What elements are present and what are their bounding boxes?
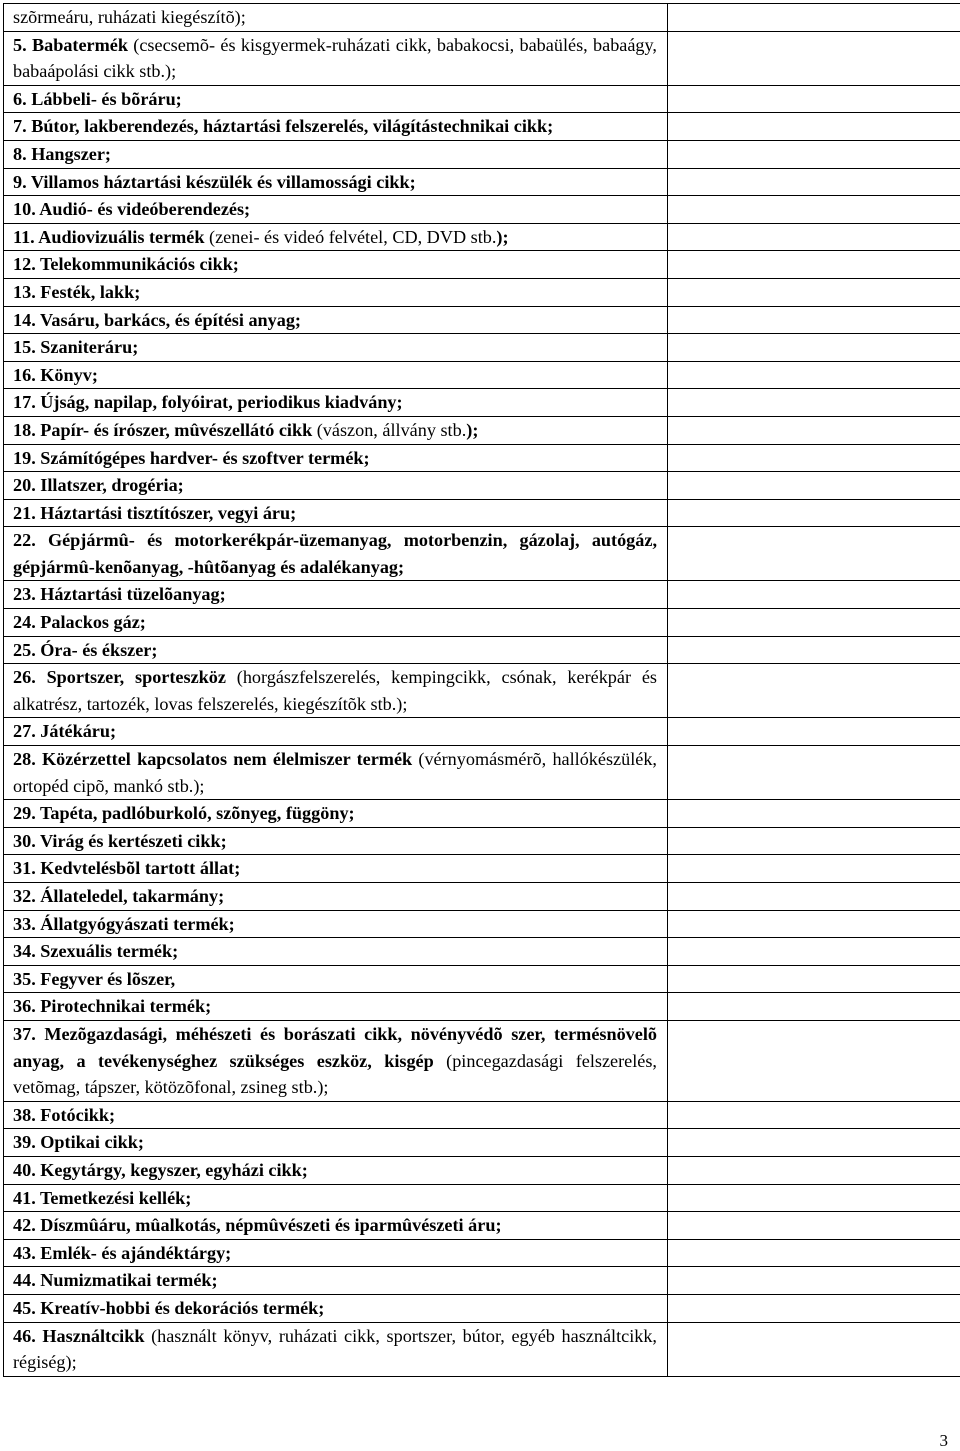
- category-cell: [4, 718, 668, 746]
- empty-cell: [668, 883, 960, 911]
- category-name: 27. Játékáru;: [13, 721, 117, 742]
- empty-cell: [668, 527, 960, 581]
- page-number: 3: [939, 1431, 948, 1450]
- category-cell: [4, 993, 668, 1021]
- category-name: 10. Audió- és videóberendezés;: [13, 199, 251, 220]
- category-cell: [4, 1267, 668, 1295]
- table-row: [4, 938, 960, 966]
- category-cell: [4, 85, 668, 113]
- table-row: [4, 1020, 960, 1101]
- category-cell: [4, 883, 668, 911]
- category-cell: [4, 746, 668, 800]
- empty-cell: [668, 444, 960, 472]
- category-cell: [4, 278, 668, 306]
- empty-cell: [668, 746, 960, 800]
- table-row: [4, 1129, 960, 1157]
- empty-cell: [668, 1156, 960, 1184]
- empty-cell: [668, 1129, 960, 1157]
- table-row: [4, 1101, 960, 1129]
- empty-cell: [668, 85, 960, 113]
- empty-cell: [668, 31, 960, 85]
- table-row: [4, 1156, 960, 1184]
- empty-cell: [668, 223, 960, 251]
- category-name: 30. Virág és kertészeti cikk;: [13, 830, 227, 851]
- category-name: 15. Szaniteráru;: [13, 337, 139, 358]
- category-name: 6. Lábbeli- és bõráru;: [13, 88, 182, 109]
- empty-cell: [668, 993, 960, 1021]
- empty-cell: [668, 1101, 960, 1129]
- category-name: 29. Tapéta, padlóburkoló, szõnyeg, függöny;: [13, 803, 355, 824]
- category-name: 28. Közérzettel kapcsolatos nem élelmiszer termék: [13, 749, 413, 770]
- category-details: (vérnyomásmérõ, hallókészülék, ortopéd cipõ, mankó stb.);: [13, 749, 657, 796]
- category-name: 45. Kreatív-hobbi és dekorációs termék;: [13, 1297, 325, 1318]
- table-row: [4, 746, 960, 800]
- empty-cell: [668, 827, 960, 855]
- category-name: 41. Temetkezési kellék;: [13, 1187, 192, 1208]
- category-cell: [4, 334, 668, 362]
- category-cell: [4, 389, 668, 417]
- table-row: [4, 168, 960, 196]
- table-row: [4, 113, 960, 141]
- category-details: (horgászfelszerelés, kempingcikk, csónak, kerékpár és alkatrész, tartozék, lovas felszerelés, kiegészítõk stb.);: [13, 667, 657, 714]
- table-row: [4, 31, 960, 85]
- product-category-table: [3, 3, 960, 1377]
- category-cell: [4, 223, 668, 251]
- category-name: 12. Telekommunikációs cikk;: [13, 254, 239, 275]
- empty-cell: [668, 609, 960, 637]
- table-row: [4, 609, 960, 637]
- empty-cell: [668, 1212, 960, 1240]
- category-tail: );: [466, 419, 479, 440]
- category-cell: [4, 1101, 668, 1129]
- category-name: 44. Numizmatikai termék;: [13, 1270, 218, 1291]
- category-name: 25. Óra- és ékszer;: [13, 639, 158, 660]
- category-name: 38. Fotócikk;: [13, 1104, 116, 1125]
- category-cell: [4, 1239, 668, 1267]
- table-row: [4, 800, 960, 828]
- empty-cell: [668, 389, 960, 417]
- empty-cell: [668, 278, 960, 306]
- category-cell: [4, 251, 668, 279]
- category-cell: [4, 965, 668, 993]
- empty-cell: [668, 472, 960, 500]
- table-row: [4, 910, 960, 938]
- empty-cell: [668, 196, 960, 224]
- category-cell: [4, 581, 668, 609]
- category-cell: [4, 306, 668, 334]
- empty-cell: [668, 140, 960, 168]
- category-cell: [4, 416, 668, 444]
- table-row: [4, 361, 960, 389]
- table-row: [4, 85, 960, 113]
- table-row: [4, 1322, 960, 1376]
- table-row: [4, 636, 960, 664]
- table-row: [4, 389, 960, 417]
- table-row: [4, 251, 960, 279]
- category-name: 8. Hangszer;: [13, 143, 111, 164]
- category-cell: [4, 827, 668, 855]
- empty-cell: [668, 938, 960, 966]
- category-details: szõrmeáru, ruházati kiegészítõ);: [13, 7, 246, 27]
- category-details: (vászon, állvány stb.: [312, 419, 467, 440]
- category-name: 40. Kegytárgy, kegyszer, egyházi cikk;: [13, 1159, 308, 1180]
- empty-cell: [668, 168, 960, 196]
- table-row: [4, 827, 960, 855]
- category-cell: [4, 472, 668, 500]
- table-row: [4, 965, 960, 993]
- category-name: 19. Számítógépes hardver- és szoftver termék;: [13, 447, 370, 468]
- table-row: [4, 664, 960, 718]
- category-name: 37. Mezõgazdasági, méhészeti és borászati cikk, növényvédõ szer, termésnövelõ anyag, a tevékenységhez szükséges eszköz, kisgép: [13, 1023, 657, 1071]
- empty-cell: [668, 4, 960, 32]
- empty-cell: [668, 1184, 960, 1212]
- category-cell: [4, 938, 668, 966]
- category-name: 34. Szexuális termék;: [13, 941, 179, 962]
- empty-cell: [668, 636, 960, 664]
- category-name: 22. Gépjármû- és motorkerékpár-üzemanyag, motorbenzin, gázolaj, autógáz, gépjármû-kenõanyag, -hûtõanyag és adalékanyag;: [13, 530, 657, 577]
- table-row: [4, 4, 960, 32]
- empty-cell: [668, 965, 960, 993]
- table-row: [4, 1294, 960, 1322]
- category-cell: [4, 527, 668, 581]
- category-cell: [4, 1020, 668, 1101]
- category-cell: [4, 499, 668, 527]
- table-row: [4, 416, 960, 444]
- table-row: [4, 883, 960, 911]
- table-row: [4, 993, 960, 1021]
- table-row: [4, 278, 960, 306]
- empty-cell: [668, 800, 960, 828]
- category-cell: [4, 1294, 668, 1322]
- empty-cell: [668, 1322, 960, 1376]
- category-name: 46. Használtcikk: [13, 1325, 145, 1346]
- category-name: 35. Fegyver és lõszer,: [13, 968, 176, 989]
- category-cell: [4, 1156, 668, 1184]
- empty-cell: [668, 581, 960, 609]
- empty-cell: [668, 664, 960, 718]
- category-cell: [4, 140, 668, 168]
- table-row: [4, 718, 960, 746]
- category-cell: [4, 664, 668, 718]
- table-row: [4, 472, 960, 500]
- category-cell: [4, 361, 668, 389]
- category-cell: [4, 113, 668, 141]
- table-row: [4, 1212, 960, 1240]
- table-row: [4, 1239, 960, 1267]
- empty-cell: [668, 910, 960, 938]
- category-cell: [4, 636, 668, 664]
- empty-cell: [668, 113, 960, 141]
- table-row: [4, 140, 960, 168]
- category-name: 36. Pirotechnikai termék;: [13, 996, 212, 1017]
- empty-cell: [668, 1239, 960, 1267]
- category-name: 39. Optikai cikk;: [13, 1132, 144, 1153]
- category-name: 21. Háztartási tisztítószer, vegyi áru;: [13, 502, 297, 523]
- category-name: 26. Sportszer, sporteszköz: [13, 667, 226, 688]
- table-row: [4, 1184, 960, 1212]
- empty-cell: [668, 855, 960, 883]
- table-row: [4, 527, 960, 581]
- category-cell: [4, 4, 668, 32]
- table-row: [4, 334, 960, 362]
- category-details: (csecsemõ- és kisgyermek-ruházati cikk, babakocsi, babaülés, babaágy, babaápolási cikk stb.);: [13, 34, 657, 82]
- empty-cell: [668, 251, 960, 279]
- category-cell: [4, 1184, 668, 1212]
- empty-cell: [668, 1020, 960, 1101]
- table-row: [4, 196, 960, 224]
- category-name: 18. Papír- és írószer, mûvészellátó cikk: [13, 419, 313, 440]
- category-cell: [4, 444, 668, 472]
- category-cell: [4, 196, 668, 224]
- category-name: 7. Bútor, lakberendezés, háztartási felszerelés, világítástechnikai cikk;: [13, 116, 554, 137]
- empty-cell: [668, 499, 960, 527]
- table-row: [4, 499, 960, 527]
- category-details: (zenei- és videó felvétel, CD, DVD stb.: [204, 226, 497, 247]
- category-name: 11. Audiovizuális termék: [13, 226, 205, 247]
- category-cell: [4, 800, 668, 828]
- category-details: (használt könyv, ruházati cikk, sportszer, bútor, egyéb használtcikk, régiség);: [13, 1325, 657, 1373]
- empty-cell: [668, 306, 960, 334]
- empty-cell: [668, 1294, 960, 1322]
- category-name: 5. Babatermék: [13, 34, 128, 55]
- category-cell: [4, 855, 668, 883]
- empty-cell: [668, 334, 960, 362]
- table-body: [4, 4, 960, 1377]
- category-name: 24. Palackos gáz;: [13, 612, 146, 633]
- category-cell: [4, 609, 668, 637]
- category-name: 16. Könyv;: [13, 364, 98, 385]
- category-cell: [4, 1322, 668, 1376]
- category-name: 17. Újság, napilap, folyóirat, periodikus kiadvány;: [13, 392, 403, 413]
- empty-cell: [668, 361, 960, 389]
- category-name: 43. Emlék- és ajándéktárgy;: [13, 1242, 232, 1263]
- table-row: [4, 444, 960, 472]
- category-cell: [4, 31, 668, 85]
- empty-cell: [668, 1267, 960, 1295]
- category-cell: [4, 1129, 668, 1157]
- table-row: [4, 855, 960, 883]
- category-name: 9. Villamos háztartási készülék és villamossági cikk;: [13, 171, 416, 192]
- category-name: 31. Kedvtelésbõl tartott állat;: [13, 858, 241, 879]
- empty-cell: [668, 416, 960, 444]
- category-tail: );: [496, 226, 509, 247]
- category-cell: [4, 168, 668, 196]
- category-cell: [4, 910, 668, 938]
- table-row: [4, 306, 960, 334]
- category-name: 32. Állateledel, takarmány;: [13, 886, 225, 906]
- category-details: (pincegazdasági felszerelés, vetõmag, tápszer, kötözõfonal, zsineg stb.);: [13, 1050, 657, 1098]
- category-name: 14. Vasáru, barkács, és építési anyag;: [13, 309, 301, 330]
- category-name: 20. Illatszer, drogéria;: [13, 475, 184, 496]
- category-name: 13. Festék, lakk;: [13, 281, 141, 302]
- empty-cell: [668, 718, 960, 746]
- category-name: 42. Díszmûáru, mûalkotás, népmûvészeti és iparmûvészeti áru;: [13, 1215, 502, 1236]
- category-name: 23. Háztartási tüzelõanyag;: [13, 584, 226, 605]
- table-row: [4, 223, 960, 251]
- table-row: [4, 581, 960, 609]
- category-name: 33. Állatgyógyászati termék;: [13, 913, 235, 934]
- table-row: [4, 1267, 960, 1295]
- category-cell: [4, 1212, 668, 1240]
